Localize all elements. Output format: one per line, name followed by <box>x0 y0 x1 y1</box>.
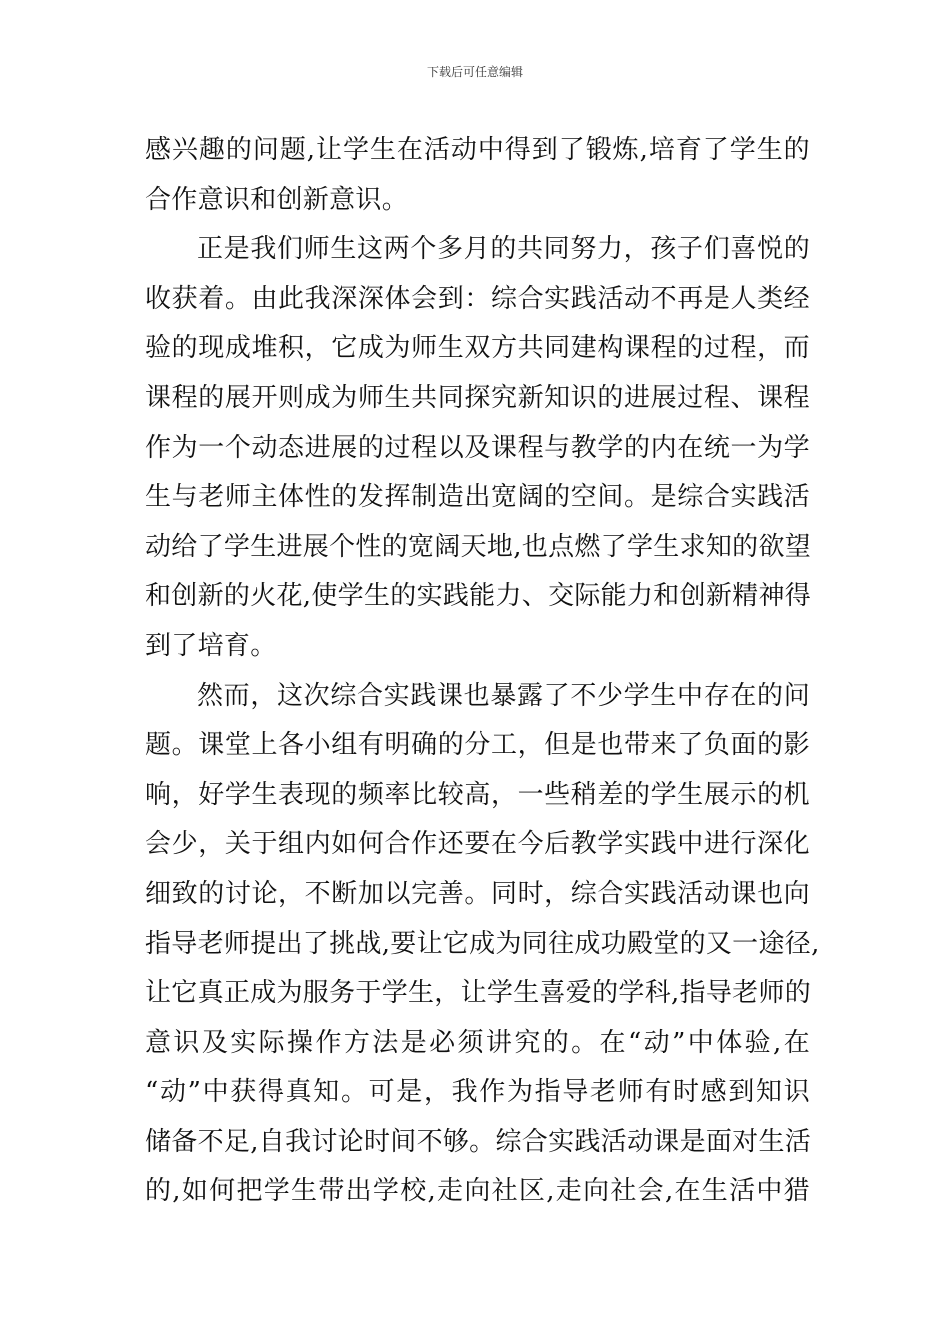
text-line: 作为一个动态进展的过程以及课程与教学的内在统一为学 <box>145 432 810 463</box>
text-line: 合作意识和创新意识。 <box>145 184 409 215</box>
page-header: 下载后可任意编辑 <box>426 65 523 79</box>
text-line: 细致的讨论，不断加以完善。同时，综合实践活动课也向 <box>145 878 810 909</box>
text-line: 课程的展开则成为师生共同探究新知识的进展过程、课程 <box>145 382 810 413</box>
text-line: 生与老师主体性的发挥制造出宽阔的空间。是综合实践活 <box>145 482 810 513</box>
text-line: 的,如何把学生带出学校,走向社区,走向社会,在生活中猎 <box>145 1176 810 1207</box>
text-line: 会少，关于组内如何合作还要在今后教学实践中进行深化 <box>145 829 810 860</box>
text-line: 指导老师提出了挑战,要让它成为同往成功殿堂的又一途径, <box>145 928 820 959</box>
text-line: 正是我们师生这两个多月的共同努力，孩子们喜悦的 <box>197 234 810 265</box>
text-line: “动”中获得真知。可是，我作为指导老师有时感到知识 <box>145 1077 810 1108</box>
text-line: 验的现成堆积，它成为师生双方共同建构课程的过程，而 <box>145 333 810 364</box>
text-line: 让它真正成为服务于学生，让学生喜爱的学科,指导老师的 <box>145 978 812 1009</box>
text-line: 响，好学生表现的频率比较高，一些稍差的学生展示的机 <box>145 779 810 810</box>
text-line: 然而，这次综合实践课也暴露了不少学生中存在的问 <box>197 680 810 711</box>
text-line: 意识及实际操作方法是必须讲究的。在“动”中体验,在 <box>145 1027 810 1058</box>
text-line: 到了培育。 <box>145 630 277 661</box>
text-line: 收获着。由此我深深体会到：综合实践活动不再是人类经 <box>145 283 810 314</box>
text-line: 感兴趣的问题,让学生在活动中得到了锻炼,培育了学生的 <box>145 135 810 165</box>
document-body <box>145 126 820 1217</box>
text-line: 题。课堂上各小组有明确的分工，但是也带来了负面的影 <box>145 730 810 761</box>
text-line: 和创新的火花,使学生的实践能力、交际能力和创新精神得 <box>145 581 812 612</box>
text-line: 储备不足,自我讨论时间不够。综合实践活动课是面对生活 <box>145 1126 812 1157</box>
text-line: 动给了学生进展个性的宽阔天地,也点燃了学生求知的欲望 <box>145 531 812 562</box>
